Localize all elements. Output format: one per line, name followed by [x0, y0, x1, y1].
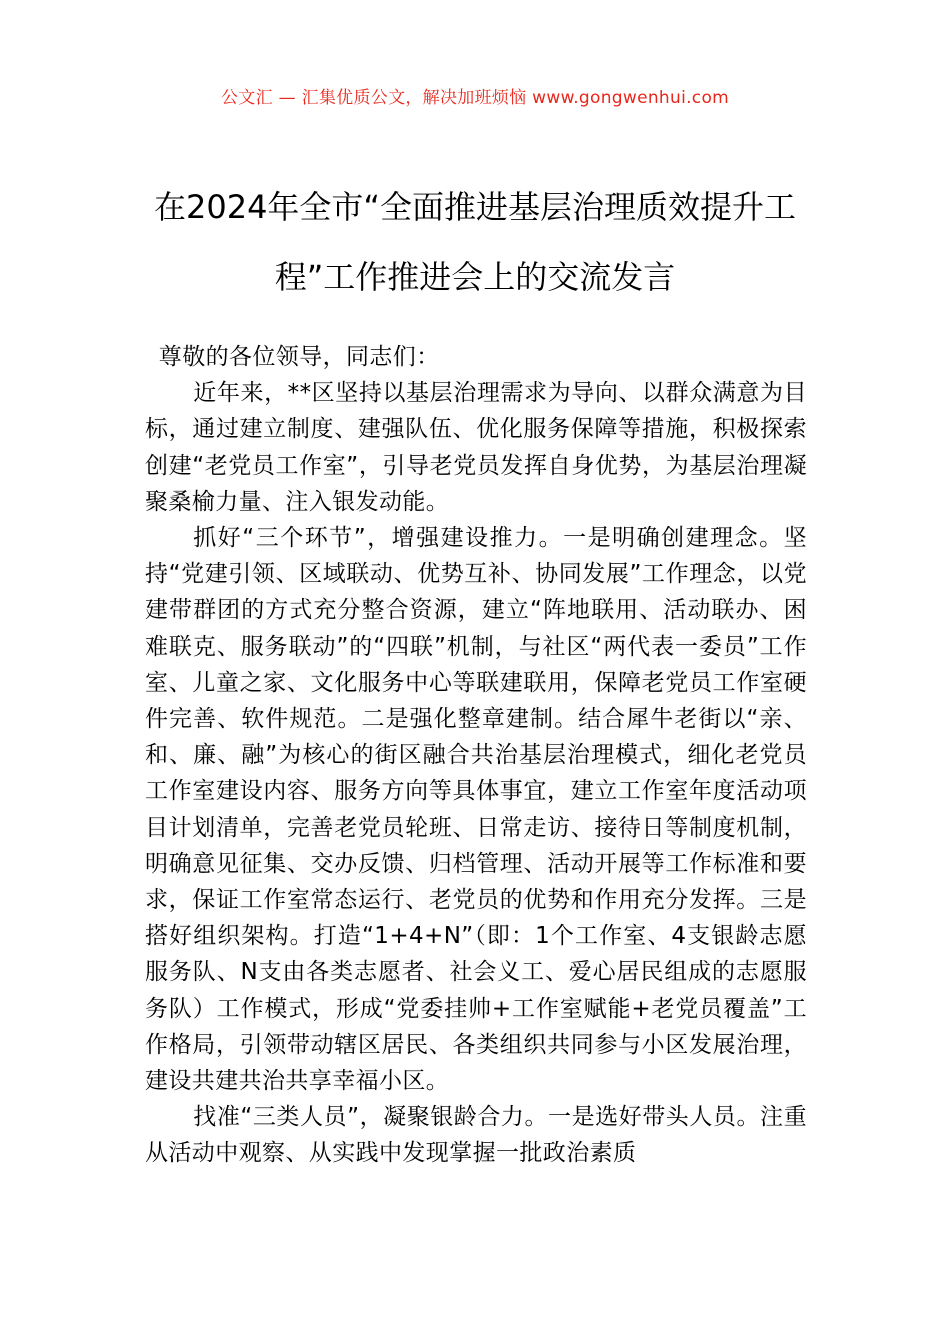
- salutation: 尊敬的各位领导，同志们：: [158, 344, 440, 370]
- header-banner: 公文汇 — 汇集优质公文，解决加班烦恼 www.gongwenhui.com: [220, 88, 730, 108]
- paragraph-intro: 近年来，**区坚持以基层治理需求为导向、以群众满意为目标，通过建立制度、建强队伍、优化服务保障等措施，积极探索创建“老党员工作室”，引导老党员发挥自身优势，为基层治理凝聚桑榆力量、注入银发动能。: [145, 380, 807, 515]
- document-body: [145, 339, 807, 1172]
- paragraph-three-types: 找准“三类人员”，凝聚银龄合力。一是选好带头人员。注重从活动中观察、从实践中发现掌握一批政治素质: [145, 1104, 807, 1167]
- document-title: 在2024年全市“全面推进基层治理质效提升工程”工作推进会上的交流发言: [153, 188, 797, 296]
- paragraph-three-links: 抓好“三个环节”，增强建设推力。一是明确创建理念。坚持“党建引领、区域联动、优势互补、协同发展”工作理念，以党建带群团的方式充分整合资源，建立“阵地联用、活动联办、困难联克、服务联动”的“四联”机制，与社区“两代表一委员”工作室、儿童之家、文化服务中心等联建联用，保障老党员工作室硬件完善、软件规范。二是强化整章建制。结合犀牛老街以“亲、和、廉、融”为核心的街区融合共治基层治理模式，细化老党员工作室建设内容、服务方向等具体事宜，建立工作室年度活动项目计划清单，完善老党员轮班、日常走访、接待日等制度机制，明确意见征集、交办反馈、归档管理、活动开展等工作标准和要求，保证工作室常态运行、老党员的优势和作用充分发挥。三是搭好组织架构。打造“1+4+N”（即：1个工作室、4支银龄志愿服务队、N支由各类志愿者、社会义工、爱心居民组成的志愿服务队）工作模式，形成“党委挂帅+工作室赋能+老党员覆盖”工作格局，引领带动辖区居民、各类组织共同参与小区发展治理，建设共建共治共享幸福小区。: [145, 525, 807, 1095]
